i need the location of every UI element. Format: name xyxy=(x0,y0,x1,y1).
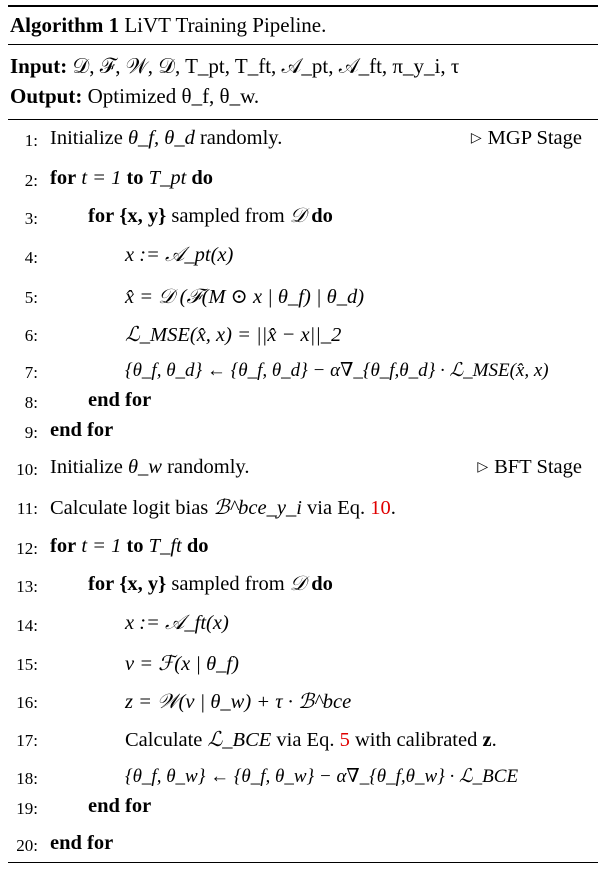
line-number: 15: xyxy=(16,655,38,674)
algorithm-name: LiVT Training Pipeline. xyxy=(124,13,327,37)
keyword-to: to xyxy=(126,167,144,189)
keyword-end-for: end for xyxy=(50,832,114,854)
line-text: sampled from xyxy=(166,573,290,595)
equation-reference[interactable]: 10 xyxy=(370,497,391,519)
line-text: Initialize xyxy=(50,127,128,149)
line-number: 5: xyxy=(24,288,38,307)
comment-text: BFT Stage xyxy=(494,456,582,478)
algo-line-9 xyxy=(0,419,600,453)
algo-line-17 xyxy=(0,727,600,761)
line-text: randomly. xyxy=(194,127,283,149)
keyword-end-for: end for xyxy=(50,419,114,441)
line-number: 11: xyxy=(16,499,38,518)
line-number: 18: xyxy=(16,769,38,788)
output-label: Output: xyxy=(10,84,83,108)
algo-line-20 xyxy=(0,832,600,866)
line-number: 14: xyxy=(16,616,38,635)
algo-line-8 xyxy=(0,389,600,423)
keyword-end-for: end for xyxy=(88,795,152,817)
line-number: 19: xyxy=(16,799,38,818)
line-math: {x, y} xyxy=(119,205,167,227)
line-number: 17: xyxy=(16,731,38,750)
algo-line-1 xyxy=(0,127,600,161)
line-math: ℒ_MSE(x̂, x) = ||x̂ − x||_2 xyxy=(125,324,342,346)
input-value: 𝒟, ℱ, 𝒲, 𝒟, T_pt, T_ft, 𝒜_pt, 𝒜_ft, π_y_i, τ xyxy=(72,54,460,78)
line-math: 𝒟 xyxy=(289,573,307,595)
line-math: θ_f, θ_d xyxy=(127,127,195,149)
keyword-for: for xyxy=(50,535,77,557)
keyword-for: for xyxy=(50,167,77,189)
algo-line-18 xyxy=(0,765,600,799)
line-math: x := 𝒜_pt(x) xyxy=(125,244,234,266)
keyword-do: do xyxy=(311,205,333,227)
line-math: t = 1 xyxy=(81,167,122,189)
line-text: sampled from xyxy=(166,205,290,227)
title-rule xyxy=(8,44,598,45)
line-text: . xyxy=(390,497,396,519)
algo-line-6 xyxy=(0,322,600,356)
line-number: 2: xyxy=(24,171,38,190)
line-number: 20: xyxy=(16,836,38,855)
input-label: Input: xyxy=(10,54,68,78)
algo-line-19 xyxy=(0,795,600,829)
line-math: T_ft xyxy=(148,535,182,557)
line-text: Calculate xyxy=(125,729,208,751)
triangle-right-icon: ▷ xyxy=(477,460,489,475)
triangle-right-icon: ▷ xyxy=(470,131,482,146)
algo-line-12 xyxy=(0,535,600,569)
line-text: with calibrated xyxy=(349,729,483,751)
line-math: ℒ_BCE xyxy=(207,729,272,751)
line-text: Calculate logit bias xyxy=(50,497,214,519)
line-math: z = 𝒲(v | θ_w) + τ · ℬ^bce xyxy=(125,691,352,713)
algo-line-10 xyxy=(0,456,600,490)
line-number: 1: xyxy=(24,131,38,150)
algo-line-7 xyxy=(0,359,600,393)
line-math: 𝒟 xyxy=(289,205,307,227)
line-text: . xyxy=(491,729,497,751)
line-number: 16: xyxy=(16,693,38,712)
line-math: {x, y} xyxy=(119,573,167,595)
line-number: 3: xyxy=(24,209,38,228)
stage-comment xyxy=(471,127,582,150)
keyword-for: for xyxy=(88,205,115,227)
keyword-do: do xyxy=(191,167,214,189)
line-number: 8: xyxy=(24,393,38,412)
top-rule xyxy=(8,5,598,7)
keyword-end-for: end for xyxy=(88,389,152,411)
line-math: z xyxy=(482,729,492,751)
algo-line-3 xyxy=(0,205,600,239)
algo-line-4 xyxy=(0,244,600,278)
algo-line-11 xyxy=(0,495,600,529)
output-row xyxy=(10,84,259,109)
line-number: 9: xyxy=(24,423,38,442)
line-text: randomly. xyxy=(161,456,250,478)
line-math: {θ_f, θ_d} ← {θ_f, θ_d} − α∇_{θ_f,θ_d} · ℒ_MSE(x̂, x) xyxy=(125,360,549,381)
line-math: t = 1 xyxy=(81,535,122,557)
algo-line-15 xyxy=(0,651,600,685)
algorithm-title xyxy=(10,13,326,38)
algo-line-5 xyxy=(0,284,600,318)
line-number: 6: xyxy=(24,326,38,345)
keyword-do: do xyxy=(186,535,209,557)
line-number: 13: xyxy=(16,577,38,596)
line-text: via Eq. xyxy=(271,729,340,751)
line-number: 7: xyxy=(24,363,38,382)
line-math: T_pt xyxy=(148,167,187,189)
io-rule xyxy=(8,119,598,120)
keyword-for: for xyxy=(88,573,115,595)
line-text: via Eq. xyxy=(301,497,371,519)
line-text: Initialize xyxy=(50,456,128,478)
equation-reference[interactable]: 5 xyxy=(339,729,350,751)
line-math: v = ℱ(x | θ_f) xyxy=(125,653,239,675)
algo-line-13 xyxy=(0,573,600,607)
output-value: Optimized θ_f, θ_w. xyxy=(87,84,260,108)
input-row xyxy=(10,54,459,79)
algorithm-label: Algorithm 1 xyxy=(10,13,120,37)
stage-comment xyxy=(477,456,582,479)
algo-line-2 xyxy=(0,167,600,201)
line-number: 10: xyxy=(16,460,38,479)
algo-line-14 xyxy=(0,612,600,646)
line-math: x̂ = 𝒟 (ℱ(M ⊙ x | θ_f) | θ_d) xyxy=(125,286,365,308)
keyword-do: do xyxy=(311,573,333,595)
algo-line-16 xyxy=(0,689,600,723)
line-math: x := 𝒜_ft(x) xyxy=(125,612,229,634)
line-math: ℬ^bce_y_i xyxy=(213,497,302,519)
keyword-to: to xyxy=(126,535,144,557)
line-number: 4: xyxy=(24,248,38,267)
line-number: 12: xyxy=(16,539,38,558)
line-math: θ_w xyxy=(127,456,162,478)
comment-text: MGP Stage xyxy=(487,127,582,149)
line-math: {θ_f, θ_w} ← {θ_f, θ_w} − α∇_{θ_f,θ_w} · ℒ_BCE xyxy=(125,766,519,787)
